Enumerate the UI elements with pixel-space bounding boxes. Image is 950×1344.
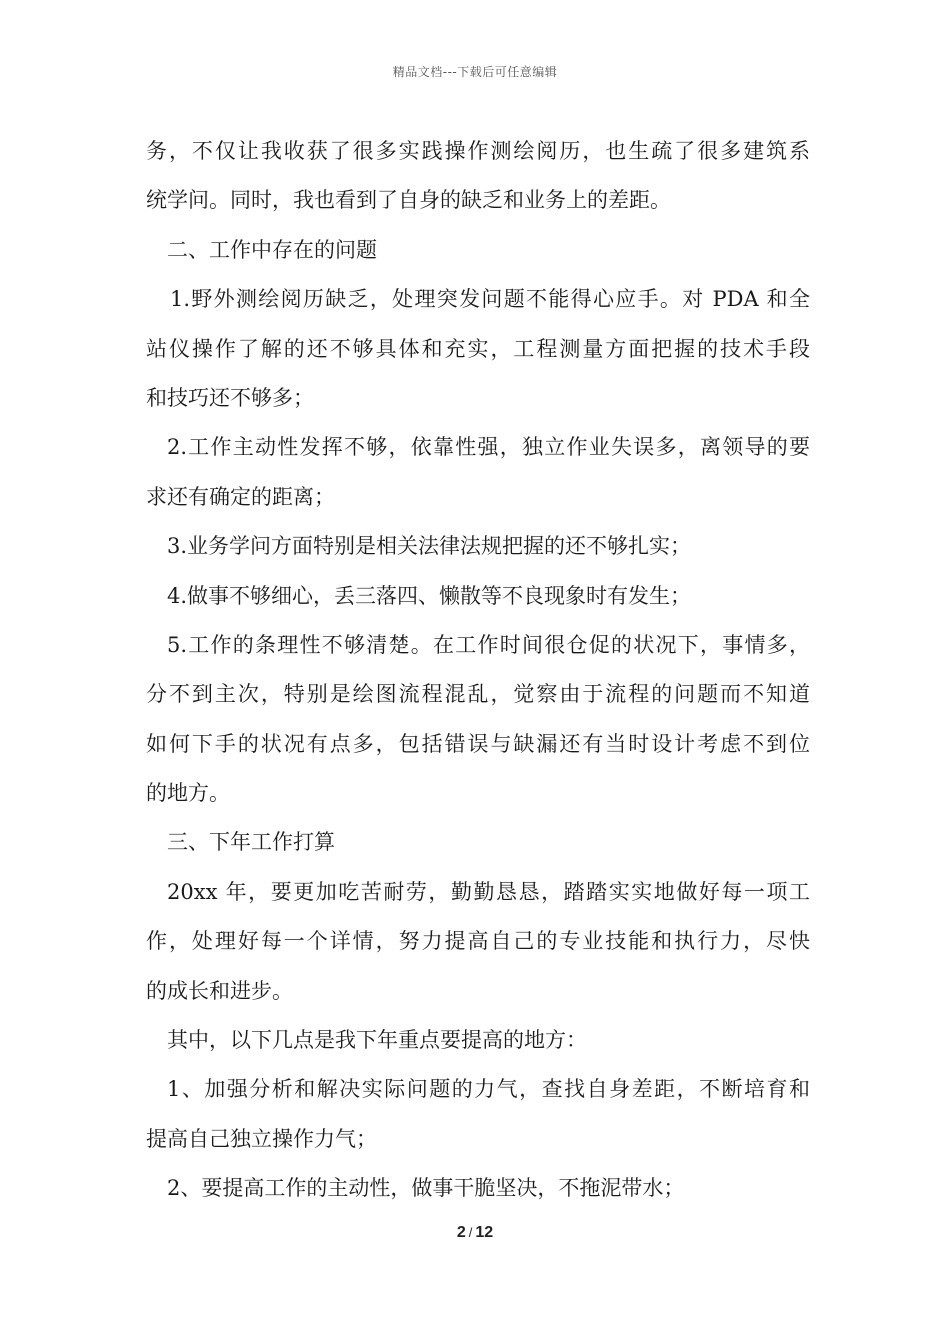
text-line: 统学问。同时，我也看到了自身的缺乏和业务上的差距。: [146, 188, 671, 213]
text-line: 如何下手的状况有点多，包括错误与缺漏还有当时设计考虑不到位: [146, 731, 810, 756]
text-line: 作，处理好每一个详情，努力提高自己的专业技能和执行力，尽快: [146, 929, 810, 954]
text-line: 20xx 年，要更加吃苦耐劳，勤勤恳恳，踏踏实实地做好每一项工: [167, 879, 810, 904]
text-line: 1、加强分析和解决实际问题的力气，查找自身差距，不断培育和: [167, 1077, 810, 1102]
page-number-separator: /: [468, 1225, 473, 1240]
text-line: 的地方。: [146, 781, 230, 806]
text-line: 站仪操作了解的还不够具体和充实，工程测量方面把握的技术手段: [146, 336, 810, 361]
page-number-current: 2: [456, 1224, 466, 1241]
text-line: 2.工作主动性发挥不够，依靠性强，独立作业失误多，离领导的要: [167, 435, 810, 460]
section-heading: 二、工作中存在的问题: [167, 237, 377, 262]
text-line: 和技巧还不够多；: [146, 385, 314, 410]
text-line: 求还有确定的距离；: [146, 484, 335, 509]
text-line: 分不到主次，特别是绘图流程混乱，觉察由于流程的问题而不知道: [146, 682, 810, 707]
text-line: 1.野外测绘阅历缺乏，处理突发问题不能得心应手。对 PDA 和全: [170, 287, 810, 312]
page-header: 精品文档---下载后可任意编辑: [392, 65, 558, 79]
page-number-total: 12: [475, 1224, 494, 1241]
text-line: 的成长和进步。: [146, 978, 293, 1003]
text-line: 3.业务学问方面特别是相关法律法规把握的还不够扎实；: [167, 534, 692, 559]
text-line: 其中，以下几点是我下年重点要提高的地方：: [167, 1028, 587, 1053]
document-body: [146, 127, 810, 1214]
text-line: 4.做事不够细心，丢三落四、懒散等不良现象时有发生；: [167, 583, 692, 608]
page-number: [0, 1224, 950, 1242]
section-heading: 三、下年工作打算: [167, 830, 335, 855]
text-line: 务，不仅让我收获了很多实践操作测绘阅历，也生疏了很多建筑系: [146, 139, 810, 163]
text-line: 2、要提高工作的主动性，做事干脆坚决，不拖泥带水；: [167, 1176, 685, 1201]
text-line: 提高自己独立操作力气；: [146, 1126, 377, 1151]
text-line: 5.工作的条理性不够清楚。在工作时间很仓促的状况下，事情多，: [167, 632, 810, 657]
